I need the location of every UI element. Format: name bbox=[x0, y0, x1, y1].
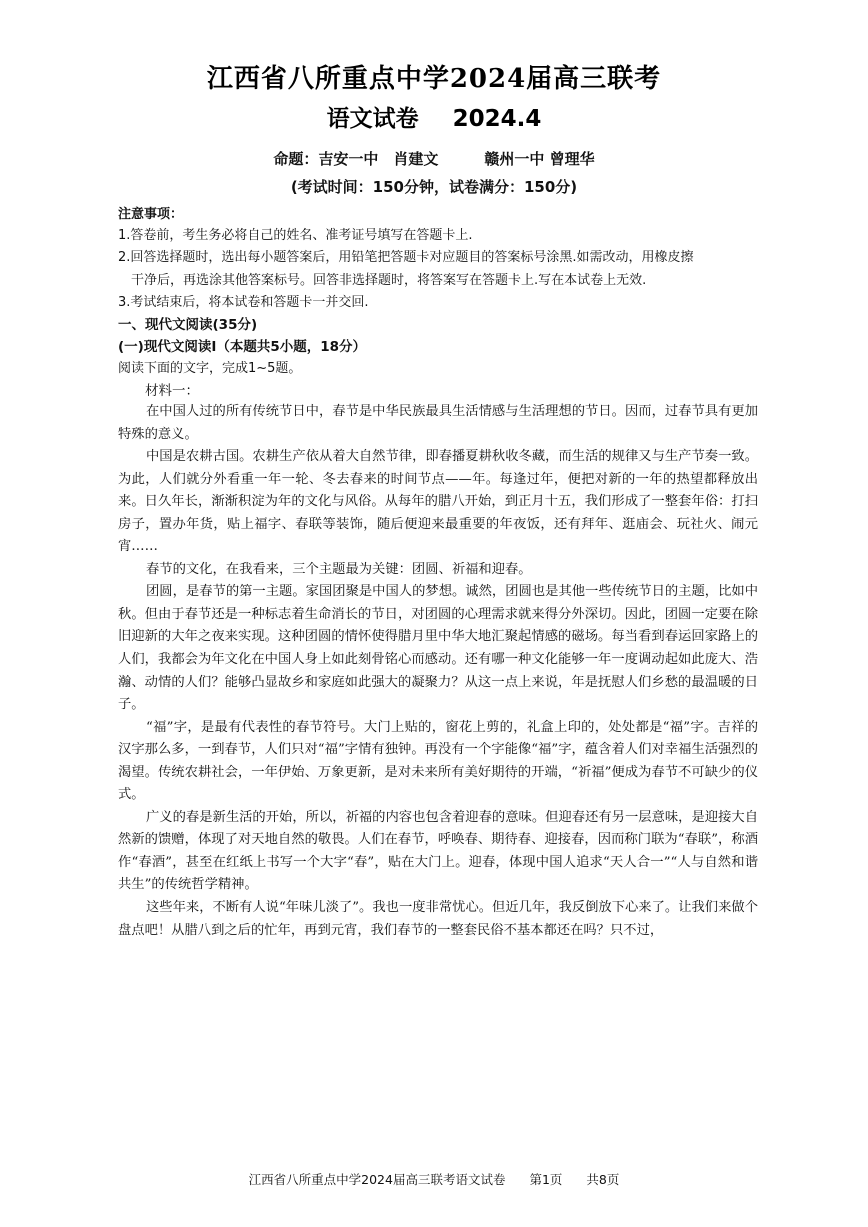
exam-subtitle bbox=[0, 100, 868, 133]
paragraph: 广义的春是新生活的开始，所以，祈福的内容也包含着迎春的意味。但迎春还有另一层意味，是迎接大自然新的馈赠，体现了对天地自然的敬畏。人们在春节，呼唤春、期待春、迎接春，因而称门联为“春联”，称酒作“春酒”，甚至在红纸上书写一个大字“春”，贴在大门上。迎春，体现中国人追求“天人合一”“人与自然和谐共生”的传统哲学精神。 bbox=[118, 809, 758, 893]
note-item-1: 1.答卷前，考生务必将自己的姓名、准考证号填写在答题卡上. bbox=[118, 228, 473, 243]
authors-line bbox=[0, 148, 868, 169]
subject-label: 语文试卷 bbox=[326, 105, 419, 132]
author-1: 命题：吉安一中 肖建文 bbox=[273, 150, 439, 168]
section-heading: 一、现代文阅读(35分) bbox=[118, 317, 258, 333]
note-item-2: 2.回答选择题时，选出每小题答案后，用铅笔把答题卡对应题目的答案标号涂黑.如需改动，用橡皮擦 bbox=[118, 250, 694, 265]
reading-passage bbox=[118, 401, 758, 942]
exam-title: 江西省八所重点中学2024届高三联考 bbox=[206, 64, 662, 94]
paragraph: 中国是农耕古国。农耕生产依从着大自然节律，即春播夏耕秋收冬藏，而生活的规律又与生产节奏一致。为此，人们就分外看重一年一轮、冬去春来的时间节点——年。每逢过年，便把对新的一年的热望都释放出来。日久年长，渐渐积淀为年的文化与风俗。从每年的腊八开始，到正月十五，我们形成了一整套年俗：打扫房子，置办年货，贴上福字、春联等装饰，随后便迎来最重要的年夜饭，还有拜年、逛庙会、玩社火、闹元宵…… bbox=[118, 449, 758, 555]
paragraph: 团圆，是春节的第一主题。家国团聚是中国人的梦想。诚然，团圆也是其他一些传统节日的主题，比如中秋。但由于春节还是一种标志着生命消长的节日，对团圆的心理需求就来得分外深切。因此，团圆一定要在除旧迎新的大年之夜来实现。这种团圆的情怀使得腊月里中华大地汇聚起情感的磁场。每当看到春运回家路上的人们，我都会为年文化在中国人身上如此刻骨铭心而感动。还有哪一种文化能够一年一度调动起如此庞大、浩瀚、动情的人们？能够凸显故乡和家庭如此强大的凝聚力？从这一点上来说，年是抚慰人们乡愁的最温暖的日子。 bbox=[118, 584, 758, 713]
exam-info: (考试时间：150分钟，试卷满分：150分) bbox=[290, 178, 578, 196]
paragraph: 春节的文化，在我看来，三个主题最为关键：团圆、祈福和迎春。 bbox=[146, 561, 532, 577]
paragraph: 这些年来，不断有人说“年味儿淡了”。我也一度非常忧心。但近几年，我反倒放下心来了。让我们来做个盘点吧！从腊八到之后的忙年，再到元宵，我们春节的一整套民俗不基本都还在吗？只不过， bbox=[118, 900, 758, 938]
reading-instruction: 阅读下面的文字，完成1~5题。 bbox=[118, 361, 302, 376]
subsection-heading: (一)现代文阅读Ⅰ（本题共5小题，18分） bbox=[118, 339, 367, 355]
author-2: 赣州一中 曾理华 bbox=[484, 150, 595, 168]
notes-heading: 注意事项： bbox=[118, 207, 184, 222]
paragraph: “福”字，是最有代表性的春节符号。大门上贴的，窗花上剪的，礼盒上印的，处处都是“福”字。吉祥的汉字那么多，一到春节，人们只对“福”字情有独钟。再没有一个字能像“福”字，蕴含着人们对幸福生活强烈的渴望。传统农耕社会，一年伊始、万象更新，是对未来所有美好期待的开端，“祈福”便成为春节不可缺少的仪式。 bbox=[118, 719, 758, 803]
page-footer bbox=[0, 1170, 868, 1188]
paragraph: 在中国人过的所有传统节日中，春节是中华民族最具生活情感与生活理想的节日。因而，过春节具有更加特殊的意义。 bbox=[118, 404, 758, 442]
note-item-2-continued: 干净后，再选涂其他答案标号。回答非选择题时，将答案写在答题卡上.写在本试卷上无效. bbox=[131, 273, 647, 288]
note-item-3: 3.考试结束后，将本试卷和答题卡一并交回. bbox=[118, 295, 369, 310]
footer-exam-name: 江西省八所重点中学2024届高三联考语文试卷 bbox=[248, 1172, 506, 1187]
footer-total-pages: 共8页 bbox=[586, 1172, 620, 1187]
exam-date: 2024.4 bbox=[452, 106, 542, 132]
footer-page-number: 第1页 bbox=[529, 1172, 563, 1187]
material-label: 材料一： bbox=[145, 383, 199, 399]
